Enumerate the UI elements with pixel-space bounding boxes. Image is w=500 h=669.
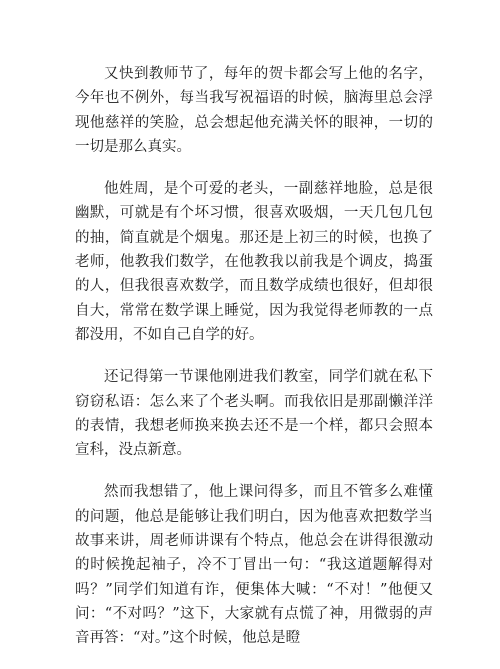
- paragraph-4: 然而我想错了，他上课问得多，而且不管多么难懂的问题，他总是能够让我们明白，因为他喜欢把数学当故事来讲，周老师讲课有个特点，他总会在讲得很激动的时候挽起袖子，冷不丁冒出一句：“我这道题解得对吗？”同学们知道有诈，便集体大喊：“不对！”他便又问：“不对吗？”这下，大家就有点慌了神，用微弱的声音再答：“对。”这个时候，他总是瞪: [75, 484, 433, 647]
- paragraph-2: 他姓周，是个可爱的老头，一副慈祥地脸，总是很幽默，可就是有个坏习惯，很喜欢吸烟，一天几包几包的抽，简直就是个烟鬼。那还是上初三的时候，也换了老师，他教我们数学，在他教我以前我是个调皮，捣蛋的人，但我很喜欢数学，而且数学成绩也很好，但却很自大，常常在数学课上睡觉，因为我觉得老师教的一点都没用，不如自己自学的好。: [75, 181, 433, 343]
- paragraph-3: 还记得第一节课他刚进我们教室，同学们就在私下窃窃私语：怎么来了个老头啊。而我依旧是那副懒洋洋的表情，我想老师换来换去还不是一个样，都只会照本宣科，没点新意。: [75, 369, 433, 459]
- article-body: [75, 62, 433, 669]
- paragraph-1: 又快到教师节了，每年的贺卡都会写上他的名字，今年也不例外，每当我写祝福语的时候，脑海里总会浮现他慈祥的笑脸，总会想起他充满关怀的眼神，一切的一切是那么真实。: [75, 66, 433, 155]
